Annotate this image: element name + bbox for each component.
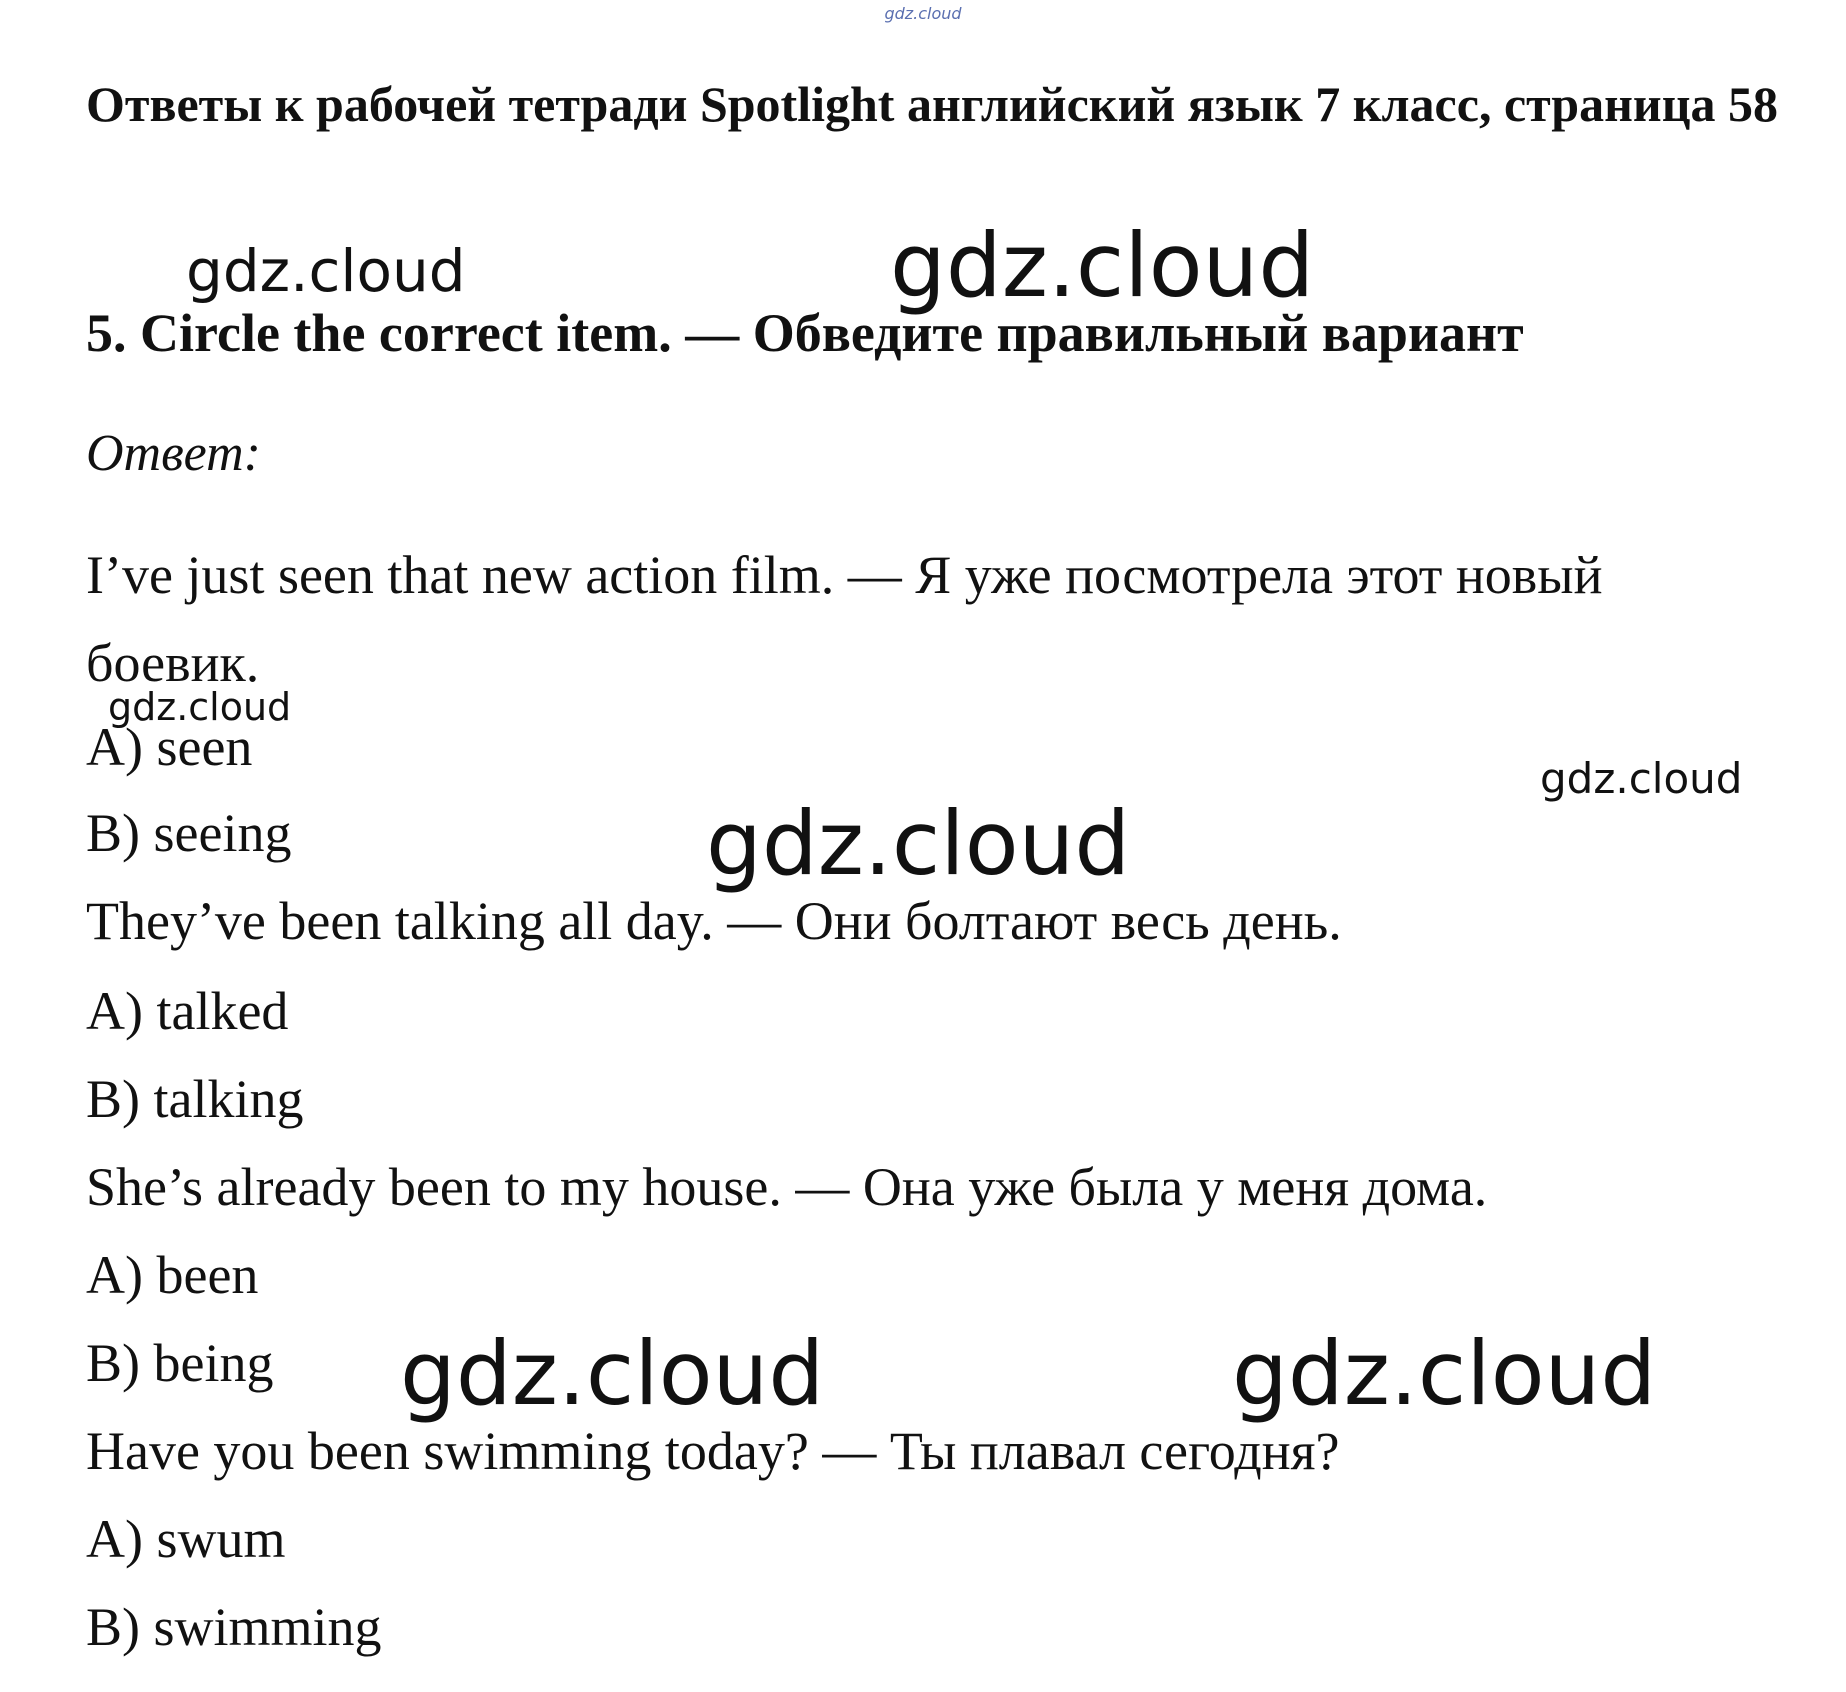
sentence-2: They’ve been talking all day. — Они болтают весь день. bbox=[86, 891, 1342, 951]
watermark: gdz.cloud bbox=[706, 792, 1131, 895]
watermark: gdz.cloud bbox=[186, 237, 466, 305]
option-a: A) been bbox=[86, 1245, 259, 1305]
top-watermark: gdz.cloud bbox=[884, 4, 962, 23]
answer-label: Ответ: bbox=[86, 425, 261, 482]
option-a: A) seen bbox=[86, 717, 253, 777]
option-b: B) talking bbox=[86, 1069, 304, 1129]
page-title: Ответы к рабочей тетради Spotlight английский язык 7 класс, страница 58 bbox=[86, 76, 1779, 132]
sentence-1-line-2: боевик. bbox=[86, 633, 260, 693]
sentence-3: She’s already been to my house. — Она уже была у меня дома. bbox=[86, 1157, 1488, 1217]
sentence-4: Have you been swimming today? — Ты плавал сегодня? bbox=[86, 1421, 1340, 1481]
sentence-1-line-1: I’ve just seen that new action film. — Я уже посмотрела этот новый bbox=[86, 545, 1603, 605]
option-b: B) seeing bbox=[86, 803, 292, 863]
option-a: A) swum bbox=[86, 1509, 286, 1569]
watermark: gdz.cloud bbox=[108, 685, 292, 729]
option-b: B) being bbox=[86, 1333, 274, 1393]
watermark: gdz.cloud bbox=[890, 214, 1315, 317]
watermark: gdz.cloud bbox=[1540, 754, 1743, 803]
watermark: gdz.cloud bbox=[400, 1322, 825, 1425]
task-heading: 5. Circle the correct item. — Обведите правильный вариант bbox=[86, 303, 1524, 363]
option-a: A) talked bbox=[86, 981, 289, 1041]
watermark: gdz.cloud bbox=[1232, 1322, 1657, 1425]
option-b: B) swimming bbox=[86, 1597, 382, 1657]
